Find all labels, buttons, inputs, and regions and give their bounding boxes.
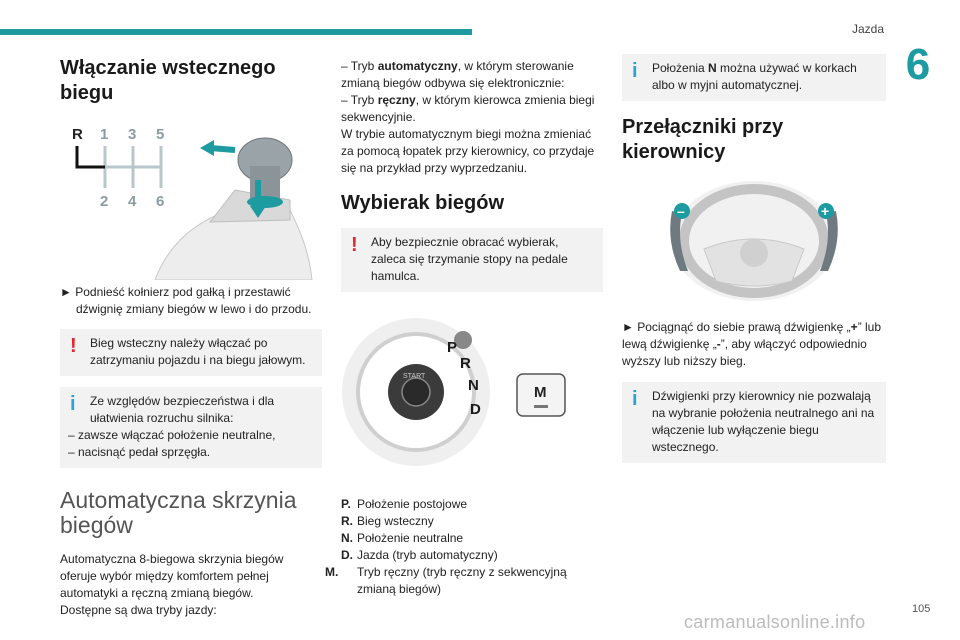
info-text-3: – nacisnąć pedał sprzęgła. bbox=[68, 445, 211, 459]
mode-note: W trybie automatycznym biegi można zmieniać za pomocą łopatek przy kierownicy, co przydaje się na przykład przy wyprzedzaniu. bbox=[341, 127, 595, 175]
selector-letter-d: D bbox=[470, 401, 481, 418]
page-number: 105 bbox=[912, 603, 931, 615]
info-icon: i bbox=[632, 388, 638, 410]
gear-label-r: R bbox=[72, 126, 83, 143]
manual-gearbox-illustration bbox=[60, 110, 322, 280]
info-box-safety bbox=[60, 387, 322, 468]
chapter-number: 6 bbox=[905, 40, 931, 89]
automatic-intro: Automatyczna 8-biegowa skrzynia biegów oferuje wybór między komfortem pełnej automatyki a ręczną zmianą biegów. bbox=[60, 551, 284, 600]
info-text-1: Ze względów bezpieczeństwa i dla ułatwienia rozruchu silnika: bbox=[90, 394, 275, 425]
top-accent-bar bbox=[0, 29, 472, 35]
info-box-paddles: i Dźwigienki przy kierownicy nie pozwalają na wybranie położenia neutralnego ani na włączenie lub wyłączenie biegu wstecznego. bbox=[622, 382, 886, 463]
heading-reverse-gear: Włączanie wstecznego biegu bbox=[60, 57, 276, 104]
gear-label-3: 3 bbox=[128, 126, 137, 143]
automatic-modes-intro: Dostępne są dwa tryby jazdy: bbox=[60, 602, 217, 617]
gear-label-2: 2 bbox=[100, 193, 109, 210]
legend-item: M. Tryb ręczny (tryb ręczny z sekwencyjną zmianą biegów) bbox=[325, 565, 567, 596]
info-text-2: – zawsze włączać położenie neutralne, bbox=[68, 428, 276, 442]
heading-gear-selector: Wybierak biegów bbox=[341, 192, 505, 214]
selector-legend bbox=[325, 496, 603, 598]
selector-letter-p: P bbox=[447, 339, 458, 356]
heading-steering-paddles: Przełączniki przy kierownicy bbox=[622, 116, 784, 163]
heading-automatic-gearbox: Automatyczna skrzynia biegów bbox=[60, 487, 297, 539]
selector-letter-r: R bbox=[460, 355, 471, 372]
legend-item: D. Jazda (tryb automatyczny) bbox=[341, 548, 498, 562]
warning-icon: ! bbox=[70, 335, 77, 357]
legend-item: R. Bieg wsteczny bbox=[341, 514, 434, 528]
warning-box-selector bbox=[341, 228, 603, 292]
warning-text: Aby bezpiecznie obracać wybierak, zaleca się trzymanie stopy na pedale hamulca. bbox=[371, 235, 568, 283]
m-button-label: M bbox=[534, 384, 547, 401]
paddle-minus-label: – bbox=[677, 203, 685, 219]
watermark: carmanualsonline.info bbox=[684, 612, 866, 632]
section-label: Jazda bbox=[851, 22, 884, 36]
paddle-plus-label: + bbox=[821, 203, 830, 219]
info-icon: i bbox=[70, 393, 76, 415]
selector-letter-n: N bbox=[468, 377, 479, 394]
gear-label-4: 4 bbox=[128, 193, 137, 210]
warning-text: Bieg wsteczny należy włączać po zatrzymaniu pojazdu i na biegu jałowym. bbox=[90, 336, 306, 367]
gear-selector-illustration bbox=[341, 302, 603, 472]
start-label: START bbox=[403, 373, 426, 380]
mode-automatic: – Tryb automatyczny, w którym sterowanie zmianą biegów odbywa się elektronicznie: bbox=[341, 59, 574, 90]
warning-box-reverse bbox=[60, 329, 322, 376]
gear-label-5: 5 bbox=[156, 126, 165, 143]
legend-item: N. Położenie neutralne bbox=[341, 531, 464, 545]
mode-manual: – Tryb ręczny, w którym kierowca zmienia biegi sekwencyjnie. bbox=[341, 93, 595, 124]
column-1 bbox=[60, 50, 322, 619]
gear-label-6: 6 bbox=[156, 193, 165, 210]
gear-label-1: 1 bbox=[100, 126, 109, 143]
legend-item: P. Położenie postojowe bbox=[341, 497, 468, 511]
column-3 bbox=[622, 54, 886, 463]
column-2 bbox=[325, 58, 603, 598]
steering-wheel-illustration bbox=[622, 171, 886, 303]
instruction-paddles: ► Pociągnąć do siebie prawą dźwigienkę „+” lub lewą dźwigienkę „-”, aby włączyć odpowiednio wyższy lub niższy bieg. bbox=[622, 320, 882, 368]
warning-icon: ! bbox=[351, 234, 358, 256]
info-box-neutral: i Położenia N można używać w korkach albo w myjni automatycznej. bbox=[622, 54, 886, 101]
instruction-reverse: ► Podnieść kołnierz pod gałką i przestawić dźwignię zmiany biegów w lewo i do przodu. bbox=[60, 285, 312, 316]
info-icon: i bbox=[632, 60, 638, 82]
